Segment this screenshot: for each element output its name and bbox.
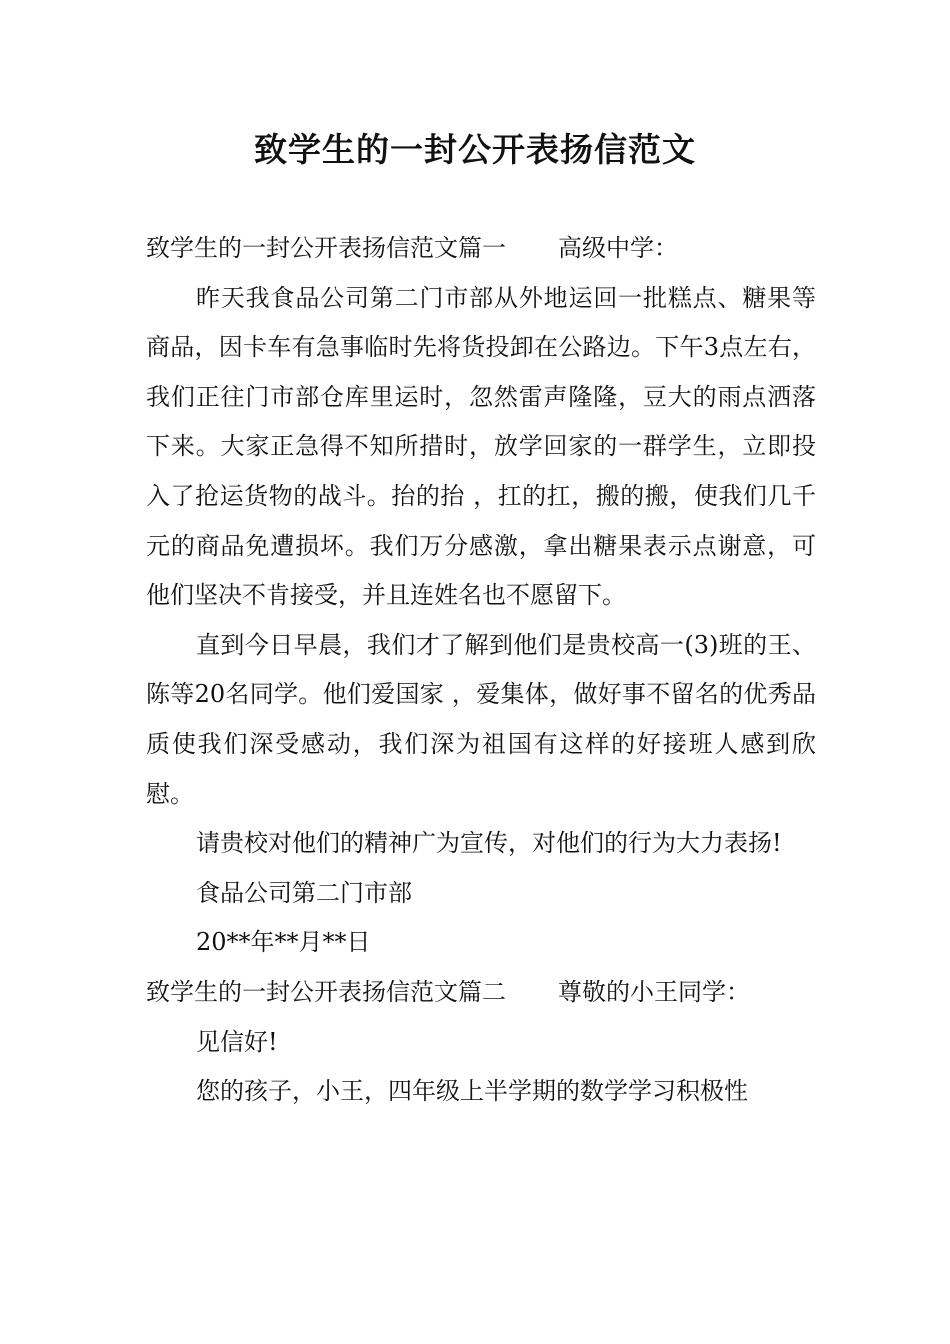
section1-paragraph-1: 昨天我食品公司第二门市部从外地运回一批糕点、糖果等商品，因卡车有急事临时先将货投卸在公路边。下午3点左右，我们正往门市部仓库里运时，忽然雷声隆隆，豆大的雨点洒落下来。大家正急得不知所措时，放学回家的一群学生，立即投入了抢运货物的战斗。抬的抬 ，扛的扛，搬的搬，使我们几千元的商品免遭损坏。我们万分感激，拿出糖果表示点谢意，可他们坚决不肯接受，并且连姓名也不愿留下。 (146, 283, 816, 610)
section2-greeting: 见信好! (196, 1027, 278, 1056)
document-body (146, 224, 816, 1117)
section2-heading-line (146, 968, 816, 1018)
section1-date: 20**年**月**日 (196, 928, 371, 957)
section1-heading: 致学生的一封公开表扬信范文篇一 (146, 234, 506, 262)
document-title: 致学生的一封公开表扬信范文 (254, 130, 696, 169)
section1-heading-line (146, 224, 816, 274)
section1-paragraph-2: 直到今日早晨，我们才了解到他们是贵校高一(3)班的王、陈等20名同学。他们爱国家 ，爱集体，做好事不留名的优秀品质使我们深受感动，我们深为祖国有这样的好接班人感到欣慰。 (146, 630, 816, 808)
section1-signature: 食品公司第二门市部 (196, 878, 412, 907)
section2-heading: 致学生的一封公开表扬信范文篇二 (146, 977, 506, 1006)
section2-paragraph-1: 您的孩子，小王，四年级上半学期的数学学习积极性 (196, 1077, 748, 1106)
section2-salutation: 尊敬的小王同学： (558, 977, 750, 1006)
section1-paragraph-3: 请贵校对他们的精神广为宣传，对他们的行为大力表扬! (196, 829, 782, 858)
section1-salutation: 高级中学： (558, 234, 678, 262)
